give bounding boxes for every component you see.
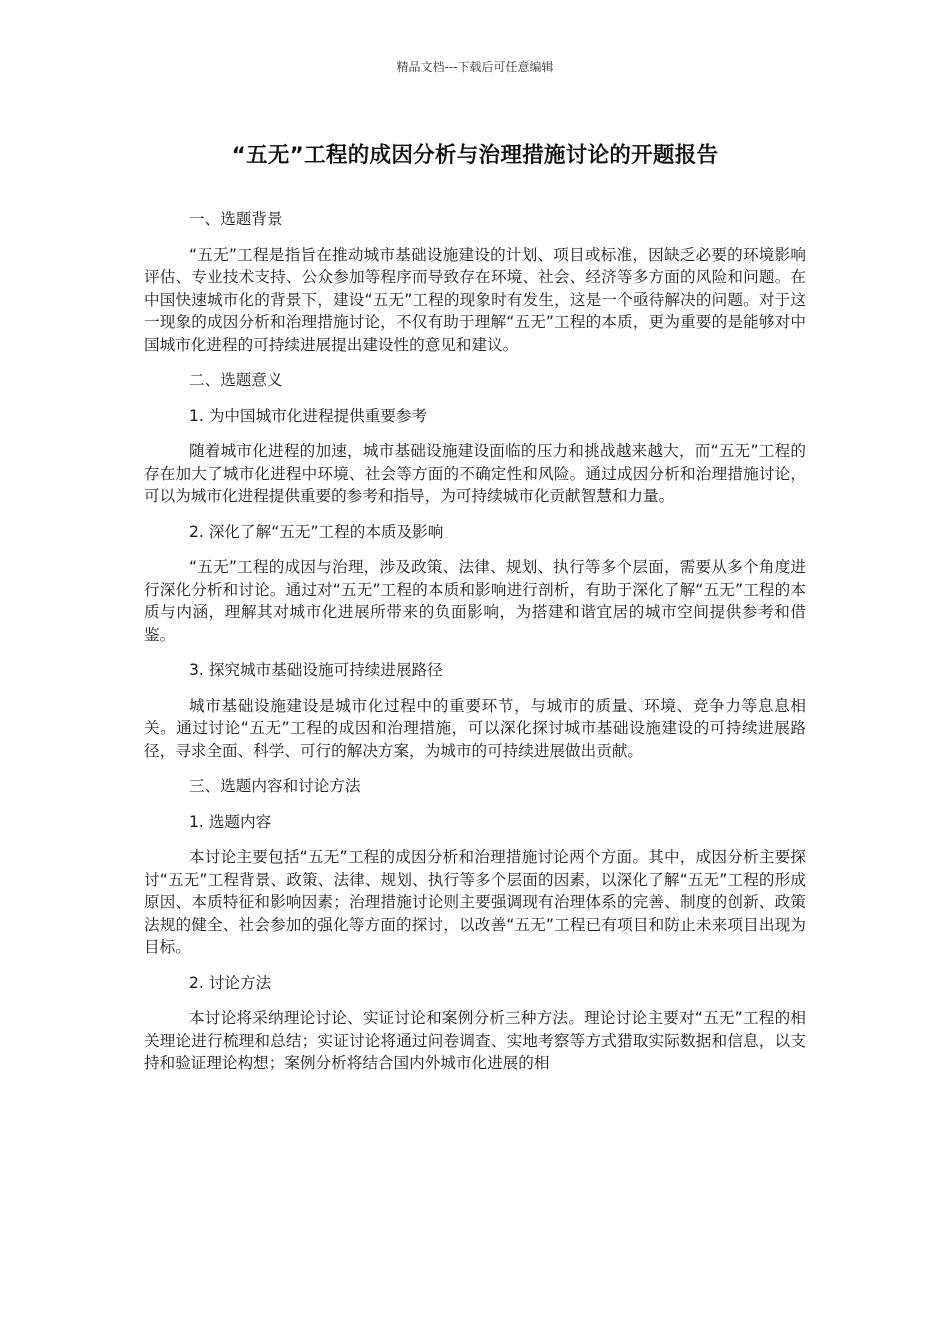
paragraph-methods: 本讨论将采纳理论讨论、实证讨论和案例分析三种方法。理论讨论主要对“五无”工程的相关理论进行梳理和总结；实证讨论将通过问卷调查、实地考察等方式猎取实际数据和信息，以支持和验证理论构想；案例分析将结合国内外城市化进展的相 xyxy=(144,1009,806,1072)
paragraph-background: “五无”工程是指旨在推动城市基础设施建设的计划、项目或标准，因缺乏必要的环境影响评估、专业技术支持、公众参加等程序而导致存在环境、社会、经济等多方面的风险和问题。在中国快速城市化的背景下，建设“五无”工程的现象时有发生，这是一个亟待解决的问题。对于这一现象的成因分析和治理措施讨论，不仅有助于理解“五无”工程的本质，更为重要的是能够对中国城市化进程的可持续进展提出建设性的意见和建议。 xyxy=(144,245,806,354)
subheading-significance-2: 2. 深化了解“五无”工程的本质及影响 xyxy=(189,522,444,541)
document-title: “五无”工程的成因分析与治理措施讨论的开题报告 xyxy=(231,143,719,168)
section-heading-content-methods: 三、选题内容和讨论方法 xyxy=(189,777,361,795)
section-heading-significance: 二、选题意义 xyxy=(189,371,283,389)
subheading-content: 1. 选题内容 xyxy=(189,812,272,831)
subheading-significance-1: 1. 为中国城市化进程提供重要参考 xyxy=(189,406,428,425)
paragraph-significance-2: “五无”工程的成因与治理，涉及政策、法律、规划、执行等多个层面，需要从多个角度进行深化分析和讨论。通过对“五无”工程的本质和影响进行剖析，有助于深化了解“五无”工程的本质与内涵，理解其对城市化进展所带来的负面影响，为搭建和谐宜居的城市空间提供参考和借鉴。 xyxy=(144,558,806,644)
subheading-methods: 2. 讨论方法 xyxy=(189,973,272,992)
paragraph-significance-3: 城市基础设施建设是城市化过程中的重要环节，与城市的质量、环境、竞争力等息息相关。通过讨论“五无”工程的成因和治理措施，可以深化探讨城市基础设施建设的可持续进展路径，寻求全面、科学、可行的解决方案，为城市的可持续进展做出贡献。 xyxy=(144,696,806,760)
paragraph-content: 本讨论主要包括“五无”工程的成因分析和治理措施讨论两个方面。其中，成因分析主要探讨“五无”工程背景、政策、法律、规划、执行等多个层面的因素，以深化了解“五无”工程的形成原因、本质特征和影响因素；治理措施讨论则主要强调现有治理体系的完善、制度的创新、政策法规的健全、社会参加的强化等方面的探讨，以改善“五无”工程已有项目和防止未来项目出现为目标。 xyxy=(144,848,806,956)
section-heading-background: 一、选题背景 xyxy=(189,210,283,228)
document-body xyxy=(144,208,806,1088)
header-note: 精品文档---下载后可任意编辑 xyxy=(396,60,554,74)
paragraph-significance-1: 随着城市化进程的加速，城市基础设施建设面临的压力和挑战越来越大，而“五无”工程的存在加大了城市化进程中环境、社会等方面的不确定性和风险。通过成因分析和治理措施讨论，可以为城市化进程提供重要的参考和指导，为可持续城市化贡献智慧和力量。 xyxy=(144,442,806,505)
subheading-significance-3: 3. 探究城市基础设施可持续进展路径 xyxy=(189,661,443,679)
